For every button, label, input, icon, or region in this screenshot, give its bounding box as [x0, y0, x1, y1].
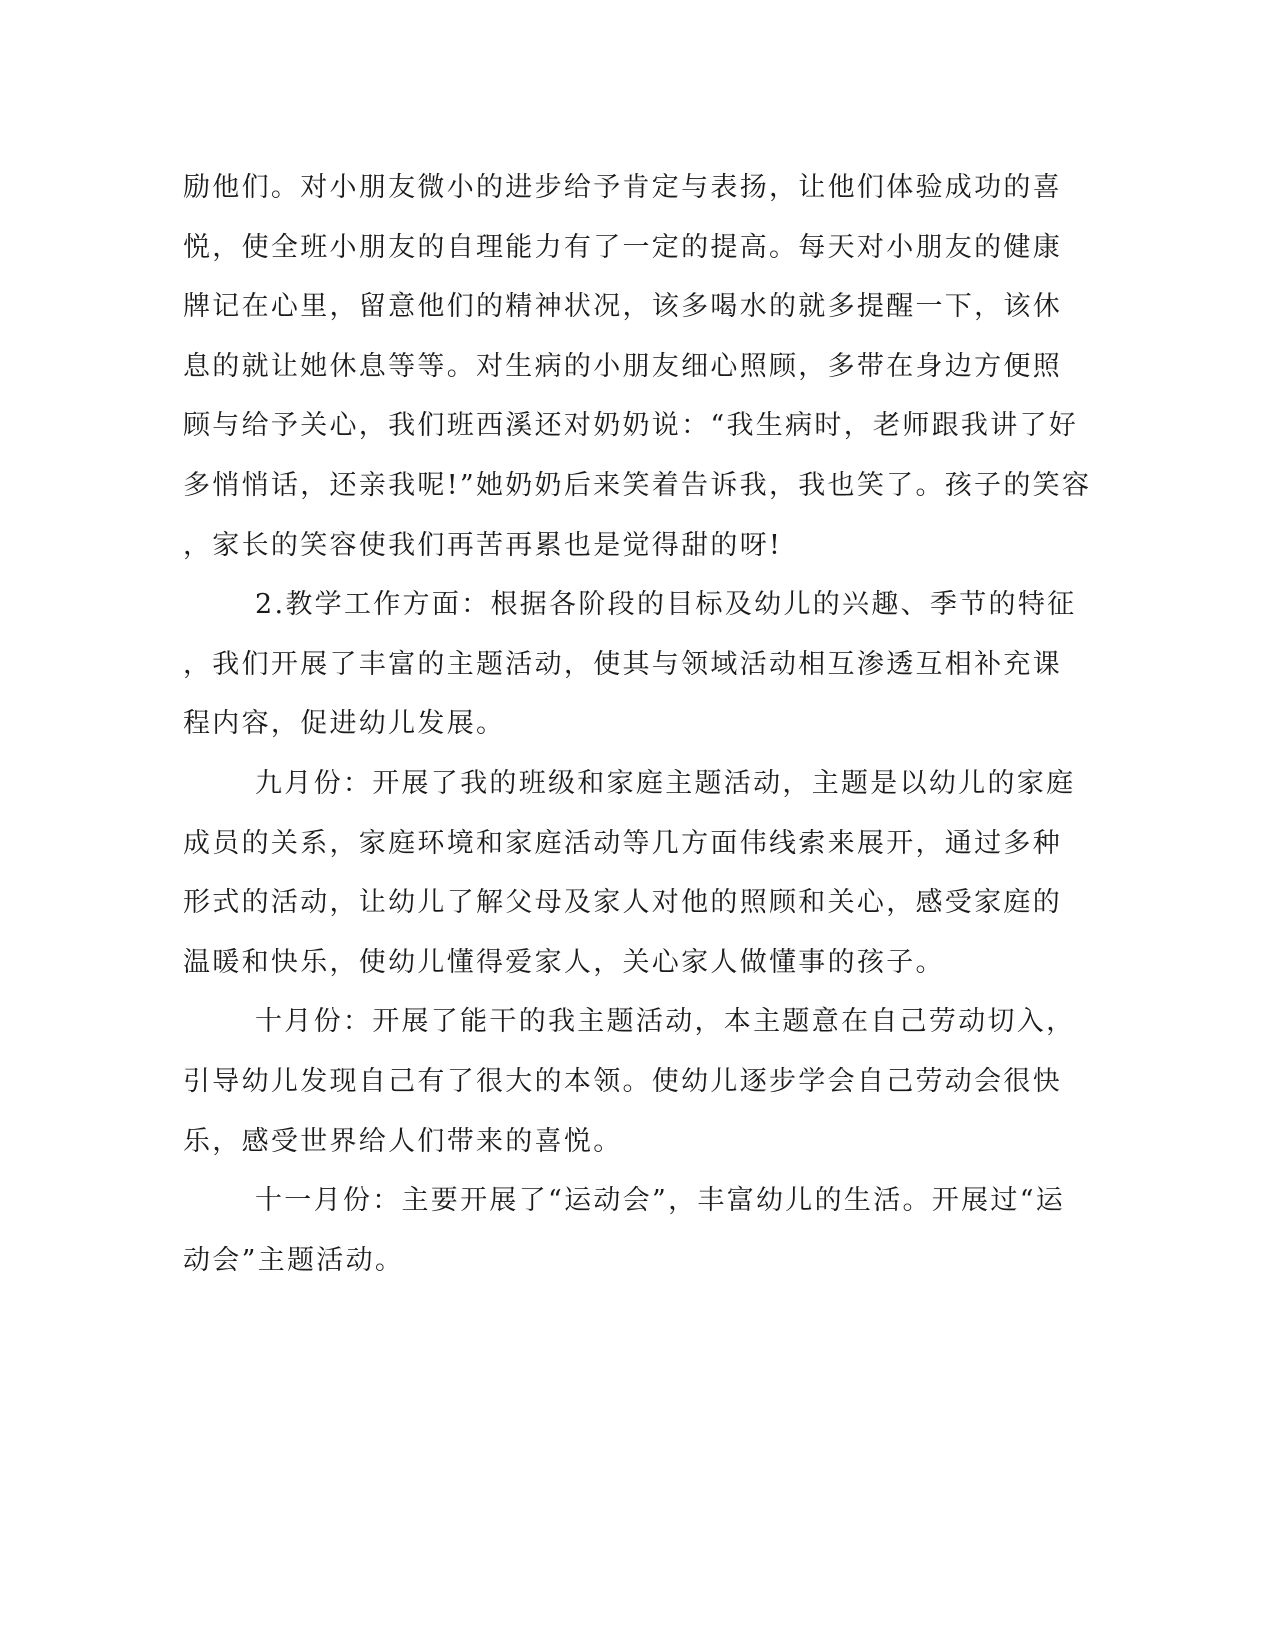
text-line: 息的就让她休息等等。对生病的小朋友细心照顾，多带在身边方便照: [183, 350, 1062, 382]
text-line: 形式的活动，让幼儿了解父母及家人对他的照顾和关心，感受家庭的: [183, 887, 1062, 919]
text-line: 多悄悄话，还亲我呢!”她奶奶后来笑着告诉我，我也笑了。孩子的笑容: [183, 469, 1092, 501]
text-line: ，我们开展了丰富的主题活动，使其与领域活动相互渗透互相补充课: [183, 648, 1062, 680]
text-line: 乐，感受世界给人们带来的喜悦。: [183, 1125, 623, 1157]
text-line: 励他们。对小朋友微小的进步给予肯定与表扬，让他们体验成功的喜: [183, 172, 1062, 203]
paragraph-start-line: 十一月份：主要开展了“运动会”，丰富幼儿的生活。开展过“运: [255, 1185, 1066, 1217]
text-line: 程内容，促进幼儿发展。: [183, 708, 506, 740]
paragraph-start-line: 十月份：开展了能干的我主题活动，本主题意在自己劳动切入，: [255, 1006, 1076, 1038]
paragraph-start-line: 九月份：开展了我的班级和家庭主题活动，主题是以幼儿的家庭: [255, 767, 1076, 799]
body-text: [183, 158, 1092, 1290]
text-line: 动会”主题活动。: [183, 1244, 405, 1276]
paragraph-start-line: 2.教学工作方面：根据各阶段的目标及幼儿的兴趣、季节的特征: [255, 589, 1077, 621]
text-line: 温暖和快乐，使幼儿懂得爱家人，关心家人做懂事的孩子。: [183, 946, 945, 978]
text-line: 牌记在心里，留意他们的精神状况，该多喝水的就多提醒一下，该休: [183, 291, 1062, 323]
text-line: 悦，使全班小朋友的自理能力有了一定的提高。每天对小朋友的健康: [183, 231, 1062, 263]
text-line: ，家长的笑容使我们再苦再累也是觉得甜的呀!: [183, 529, 783, 561]
text-line: 引导幼儿发现自己有了很大的本领。使幼儿逐步学会自己劳动会很快: [183, 1065, 1062, 1097]
text-line: 顾与给予关心，我们班西溪还对奶奶说：“我生病时，老师跟我讲了好: [183, 410, 1079, 442]
text-line: 成员的关系，家庭环境和家庭活动等几方面伟线索来展开，通过多种: [183, 827, 1062, 859]
